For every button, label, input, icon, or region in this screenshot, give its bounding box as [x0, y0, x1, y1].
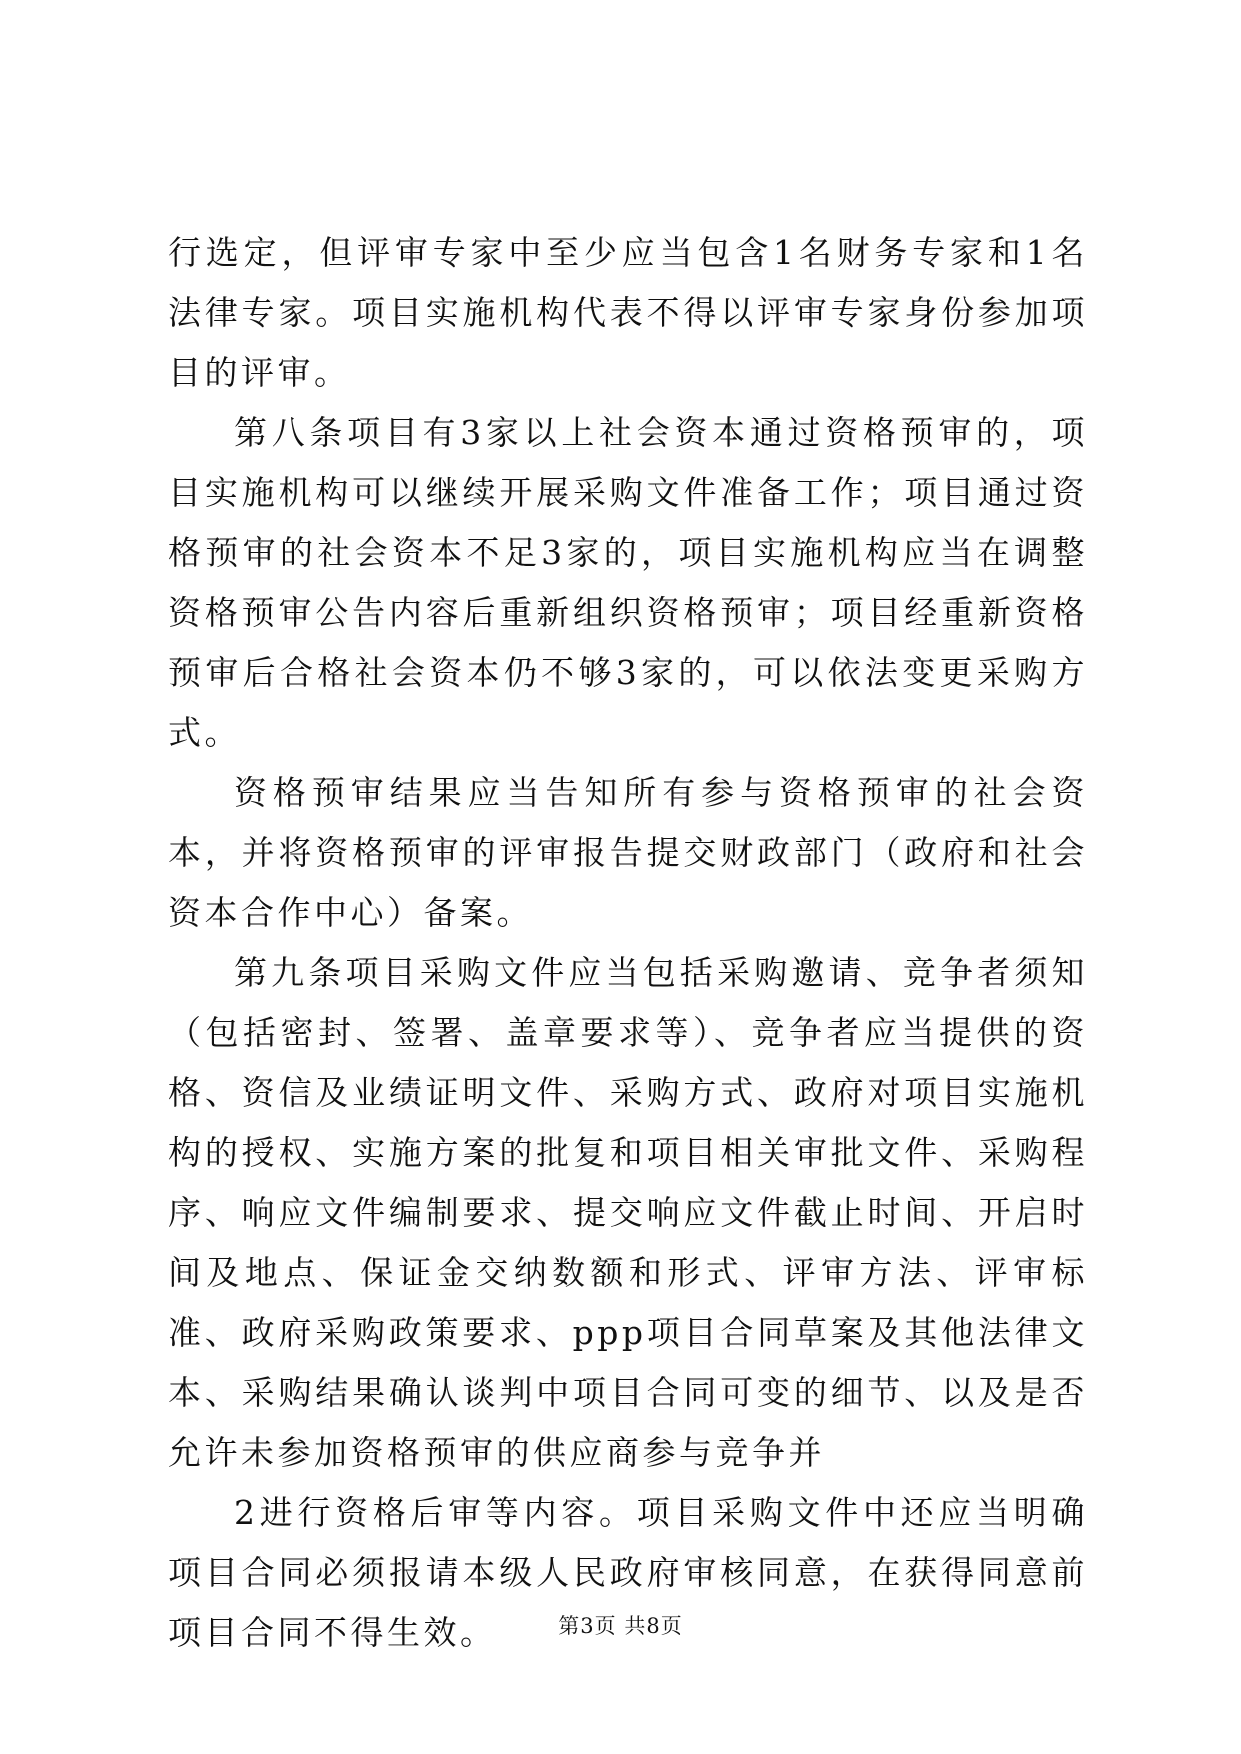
paragraph-article-8: 第八条项目有3家以上社会资本通过资格预审的，项目实施机构可以继续开展采购文件准备工作；项目通过资格预审的社会资本不足3家的，项目实施机构应当在调整资格预审公告内容后重新组织资格预审；项目经重新资格预审后合格社会资本仍不够3家的，可以依法变更采购方式。 — [168, 413, 1088, 752]
page-footer — [0, 1611, 1241, 1641]
paragraph-1-continuation: 行选定，但评审专家中至少应当包含1名财务专家和1名法律专家。项目实施机构代表不得以评审专家身份参加项目的评审。 — [168, 233, 1088, 392]
document-body — [168, 223, 1088, 1663]
paragraph-prequalification-results: 资格预审结果应当告知所有参与资格预审的社会资本，并将资格预审的评审报告提交财政部门（政府和社会资本合作中心）备案。 — [168, 773, 1088, 932]
paragraph-post-qualification: 2进行资格后审等内容。项目采购文件中还应当明确项目合同必须报请本级人民政府审核同意，在获得同意前项目合同不得生效。 — [168, 1493, 1088, 1652]
page-number-label: 第3页 共8页 — [558, 1614, 683, 1638]
paragraph-article-9: 第九条项目采购文件应当包括采购邀请、竞争者须知（包括密封、签署、盖章要求等）、竞争者应当提供的资格、资信及业绩证明文件、采购方式、政府对项目实施机构的授权、实施方案的批复和项目相关审批文件、采购程序、响应文件编制要求、提交响应文件截止时间、开启时间及地点、保证金交纳数额和形式、评审方法、评审标准、政府采购政策要求、ppp项目合同草案及其他法律文本、采购结果确认谈判中项目合同可变的细节、以及是否允许未参加资格预审的供应商参与竞争并 — [168, 953, 1088, 1472]
